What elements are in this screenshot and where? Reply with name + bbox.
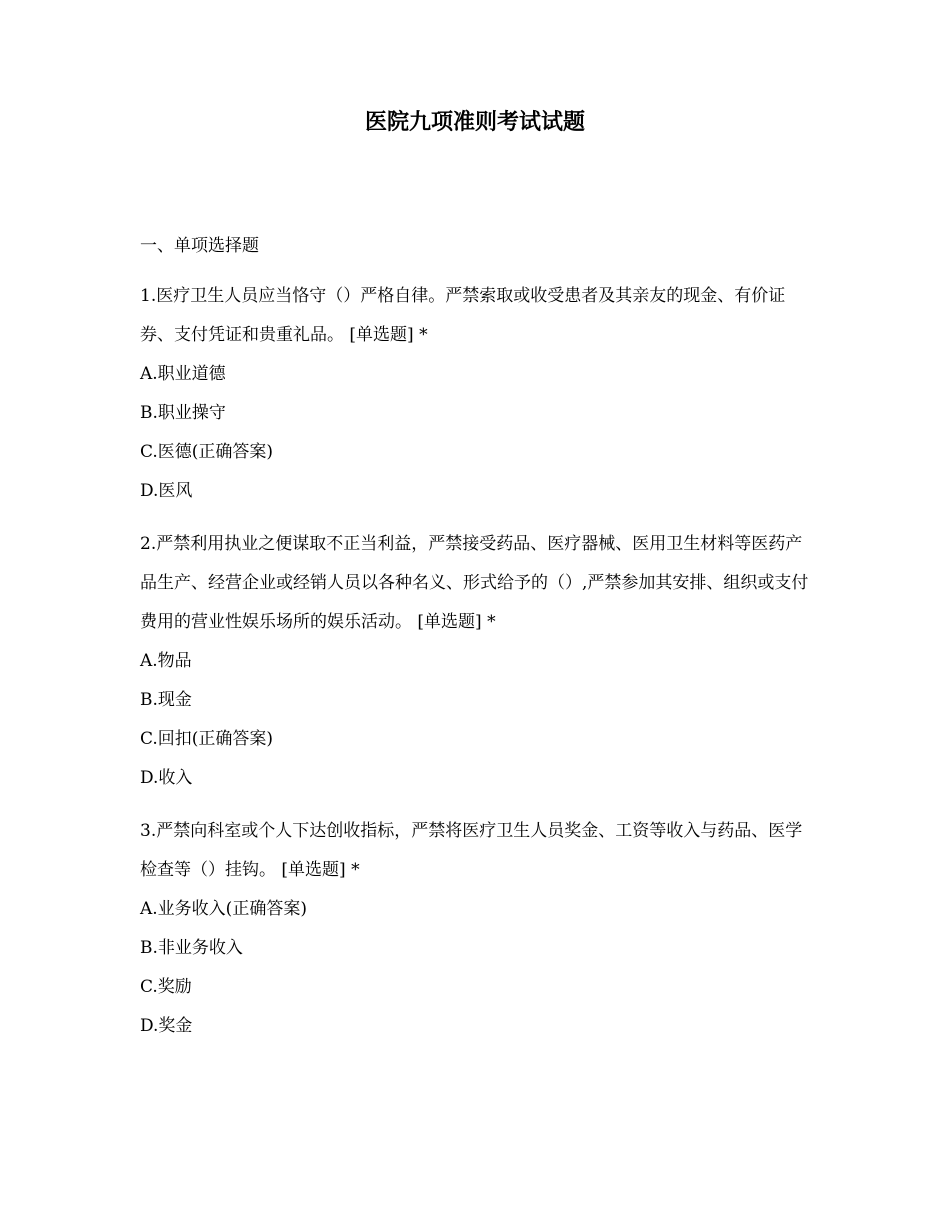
question-2-option-a: A.物品 [140, 651, 192, 671]
section-heading: 一、单项选择题 [140, 236, 259, 256]
question-2-stem: 2.严禁利用执业之便谋取不正当利益，严禁接受药品、医疗器械、医用卫生材料等医药产品生产、经营企业或经销人员以各种名义、形式给予的（）,严禁参加其安排、组织或支付费用的营业性娱乐场所的娱乐活动。 [单选题] * [140, 534, 809, 632]
question-3 [140, 812, 810, 1046]
question-1-option-b: B.职业操守 [140, 403, 226, 423]
question-1-option-d: D.医风 [140, 481, 193, 501]
question-3-option-d: D.奖金 [140, 1016, 193, 1036]
question-1-stem: 1.医疗卫生人员应当恪守（）严格自律。严禁索取或收受患者及其亲友的现金、有价证券、支付凭证和贵重礼品。 [单选题] * [140, 286, 786, 345]
question-3-stem: 3.严禁向科室或个人下达创收指标，严禁将医疗卫生人员奖金、工资等收入与药品、医学检查等（）挂钩。 [单选题] * [140, 821, 803, 880]
question-2 [140, 525, 810, 798]
question-1-option-c: C.医德(正确答案) [140, 442, 274, 462]
question-3-option-a: A.业务收入(正确答案) [140, 899, 307, 919]
question-2-option-b: B.现金 [140, 690, 192, 710]
question-2-option-c: C.回扣(正确答案) [140, 729, 274, 749]
question-3-option-b: B.非业务收入 [140, 938, 243, 958]
document-title: 医院九项准则考试试题 [364, 109, 585, 135]
question-1 [140, 277, 810, 511]
question-3-option-c: C.奖励 [140, 977, 192, 997]
question-1-option-a: A.职业道德 [140, 364, 226, 384]
question-2-option-d: D.收入 [140, 768, 193, 788]
